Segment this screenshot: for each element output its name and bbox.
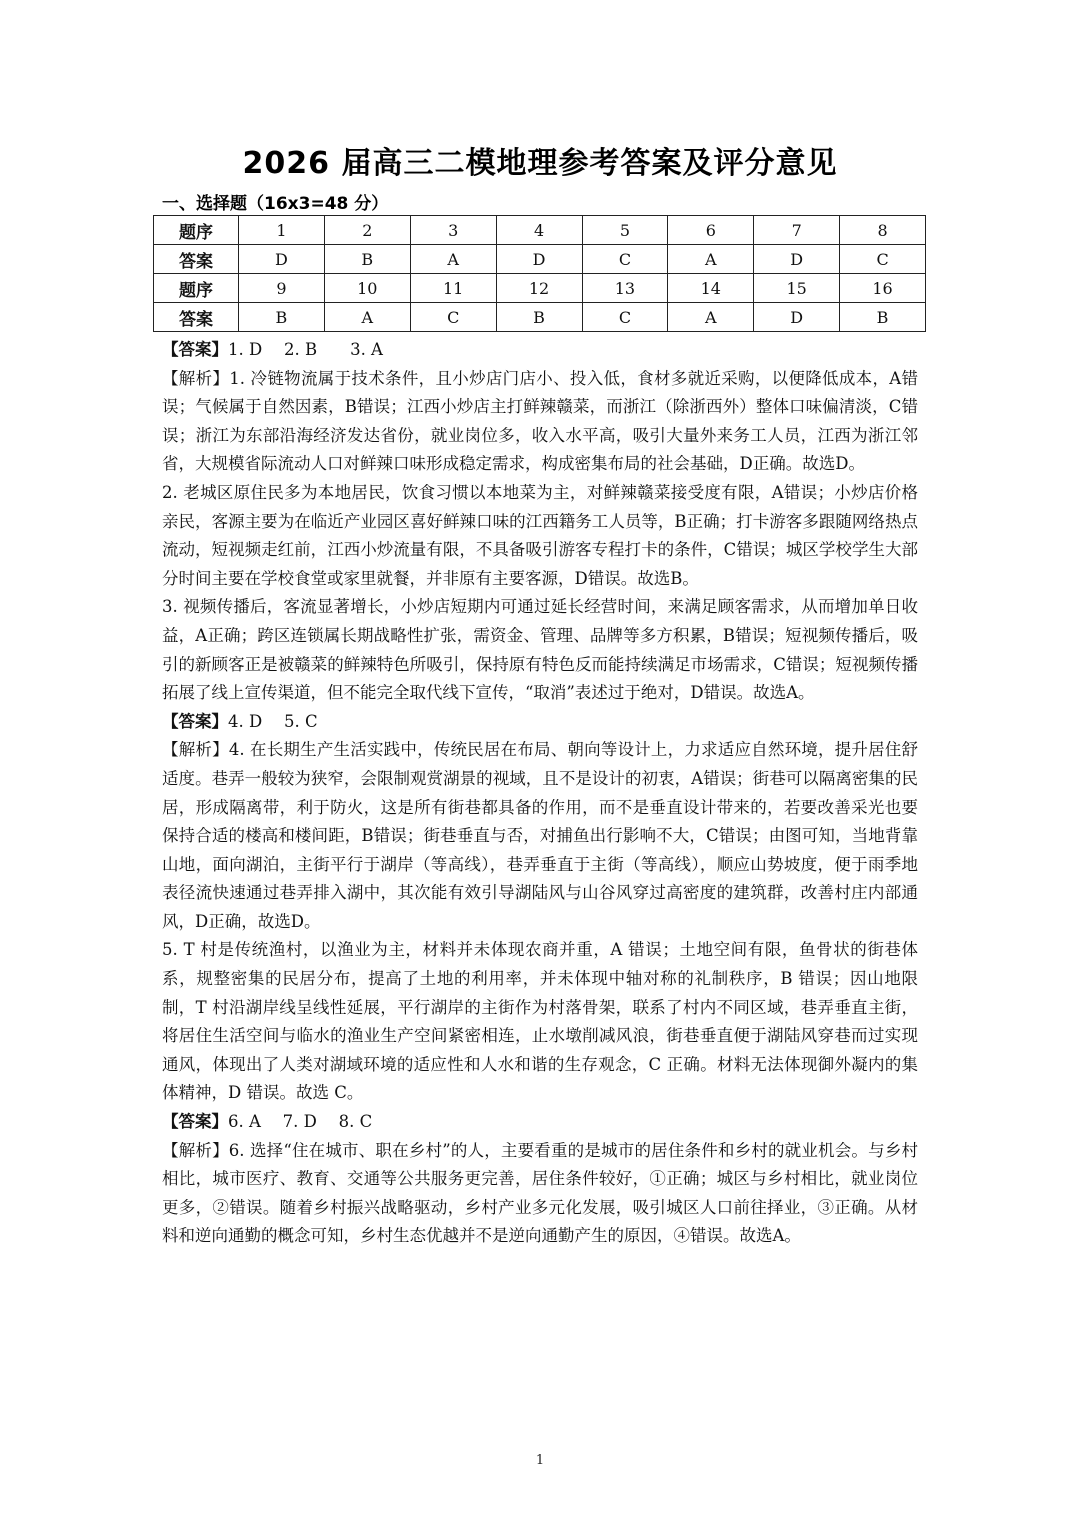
answer-cell: C [840, 245, 926, 274]
answer-label: 【答案】 [162, 711, 228, 731]
table-row [154, 245, 926, 274]
explanation-paragraph [162, 479, 918, 593]
answer-cell: C [582, 303, 668, 332]
explanation-paragraph [162, 1137, 918, 1251]
answer-cell: A [410, 245, 496, 274]
answer-line [162, 1108, 918, 1137]
answer-label: 【答案】 [162, 340, 228, 359]
answer-cell: A [668, 245, 754, 274]
question-number: 5 [582, 216, 668, 245]
explanation-label: 【解析】 [162, 740, 229, 760]
question-number: 11 [410, 274, 496, 303]
question-number: 3 [410, 216, 496, 245]
question-number: 8 [840, 216, 926, 245]
answer-cell: B [496, 303, 582, 332]
question-number: 2 [324, 216, 410, 245]
explanation-text: 1. 冷链物流属于技术条件，且小炒店门店小、投入低，食材多就近采购，以便降低成本，A错误；气候属于自然因素，B错误；江西小炒店主打鲜辣赣菜，而浙江（除浙西外）整体口味偏清淡，C错误；浙江为东部沿海经济发达省份，就业岗位多，收入水平高，吸引大量外来务工人员，江西为浙江邻省，大规模省际流动人口对鲜辣口味形成稳定需求，构成密集布局的社会基础，D正确。故选D。 [162, 368, 919, 474]
answer-values: 4. D 5. C [228, 711, 318, 731]
explanation-text: 5. T 村是传统渔村，以渔业为主，材料并未体现农商并重，A 错误；土地空间有限，鱼骨状的街巷体系，规整密集的民居分布，提高了土地的利用率，并未体现中轴对称的礼制秩序，B 错误；因山地限制，T 村沿湖岸线呈线性延展，平行湖岸的主街作为村落骨架，联系了村内不同区域，巷弄垂直主街，将居住生活空间与临水的渔业生产空间紧密相连，止水墩削减风浪，街巷垂直便于湖陆风穿巷而过实现通风，体现出了人类对湖域环境的适应性和人水和谐的生存观念，C 正确。材料无法体现御外凝内的集体精神，D 错误。故选 C。 [162, 940, 918, 1103]
answer-label: 【答案】 [162, 1112, 228, 1132]
answer-cell: B [840, 303, 926, 332]
answer-table [153, 215, 926, 332]
answer-cell: D [754, 303, 840, 332]
table-row [154, 216, 926, 245]
row-label: 答案 [154, 303, 239, 332]
question-number: 4 [496, 216, 582, 245]
question-number: 9 [239, 274, 325, 303]
explanation-paragraph [162, 593, 918, 707]
explanation-text: 6. 选择“住在城市、职在乡村”的人，主要看重的是城市的居住条件和乡村的就业机会。与乡村相比，城市医疗、教育、交通等公共服务更完善，居住条件较好，①正确；城区与乡村相比，就业岗位更多，②错误。随着乡村振兴战略驱动，乡村产业多元化发展，吸引城区人口前往择业，③正确。从材料和逆向通勤的概念可知，乡村生态优越并不是逆向通勤产生的原因，④错误。故选A。 [162, 1140, 919, 1246]
question-number: 7 [754, 216, 840, 245]
question-number: 10 [324, 274, 410, 303]
explanation-text: 2. 老城区原住民多为本地居民，饮食习惯以本地菜为主，对鲜辣赣菜接受度有限，A错误；小炒店价格亲民，客源主要为在临近产业园区喜好鲜辣口味的江西籍务工人员等，B正确；打卡游客多跟随网络热点流动，短视频走红前，江西小炒流量有限，不具备吸引游客专程打卡的条件，C错误；城区学校学生大部分时间主要在学校食堂或家里就餐，并非原有主要客源，D错误。故选B。 [162, 482, 918, 588]
explanation-text: 4. 在长期生产生活实践中，传统民居在布局、朝向等设计上，力求适应自然环境，提升居住舒适度。巷弄一般较为狭窄，会限制观赏湖景的视域，且不是设计的初衷，A错误；街巷可以隔离密集的民居，形成隔离带，利于防火，这是所有街巷都具备的作用，而不是垂直设计带来的，若要改善采光也要保持合适的楼高和楼间距，B错误；街巷垂直与否，对捕鱼出行影响不大，C错误；由图可知，当地背靠山地，面向湖泊，主街平行于湖岸（等高线），巷弄垂直于主街（等高线），顺应山势坡度，便于雨季地表径流快速通过巷弄排入湖中，其次能有效引导湖陆风与山谷风穿过高密度的建筑群，改善村庄内部通风，D正确，故选D。 [162, 740, 918, 931]
row-label: 题序 [154, 216, 239, 245]
answer-line [162, 708, 918, 737]
answer-cell: C [582, 245, 668, 274]
explanation-text: 3. 视频传播后，客流显著增长，小炒店短期内可通过延长经营时间，来满足顾客需求，从而增加单日收益，A正确；跨区连锁属长期战略性扩张，需资金、管理、品牌等多方积累，B错误；短视频传播后，吸引的新顾客正是被赣菜的鲜辣特色所吸引，保持原有特色反而能持续满足市场需求，C错误；短视频传播拓展了线上宣传渠道，但不能完全取代线下宣传，“取消”表述过于绝对，D错误。故选A。 [162, 597, 918, 703]
table-row [154, 274, 926, 303]
question-number: 12 [496, 274, 582, 303]
answer-cell: D [496, 245, 582, 274]
answer-cell: D [239, 245, 325, 274]
answer-values: 6. A 7. D 8. C [228, 1112, 373, 1132]
question-number: 14 [668, 274, 754, 303]
question-number: 16 [840, 274, 926, 303]
answer-cell: C [410, 303, 496, 332]
question-number: 6 [668, 216, 754, 245]
explanation-label: 【解析】 [162, 368, 230, 388]
answer-line [162, 336, 918, 365]
explanation-label: 【解析】 [162, 1140, 229, 1160]
explanation-paragraph [162, 736, 918, 936]
answer-cell: A [668, 303, 754, 332]
answer-cell: B [324, 245, 410, 274]
table-row [154, 303, 926, 332]
row-label: 题序 [154, 274, 239, 303]
explanation-paragraph [162, 365, 918, 479]
explanation-body [162, 336, 918, 1251]
page-title: 2026 届高三二模地理参考答案及评分意见 [242, 146, 838, 181]
answer-values: 1. D 2. B 3. A [228, 340, 383, 359]
answer-cell: B [239, 303, 325, 332]
question-number: 1 [239, 216, 325, 245]
question-number: 15 [754, 274, 840, 303]
section-heading: 一、选择题（16x3=48 分） [162, 194, 389, 214]
answer-cell: A [324, 303, 410, 332]
page-number: 1 [535, 1453, 545, 1468]
question-number: 13 [582, 274, 668, 303]
explanation-paragraph [162, 936, 918, 1108]
answer-cell: D [754, 245, 840, 274]
row-label: 答案 [154, 245, 239, 274]
